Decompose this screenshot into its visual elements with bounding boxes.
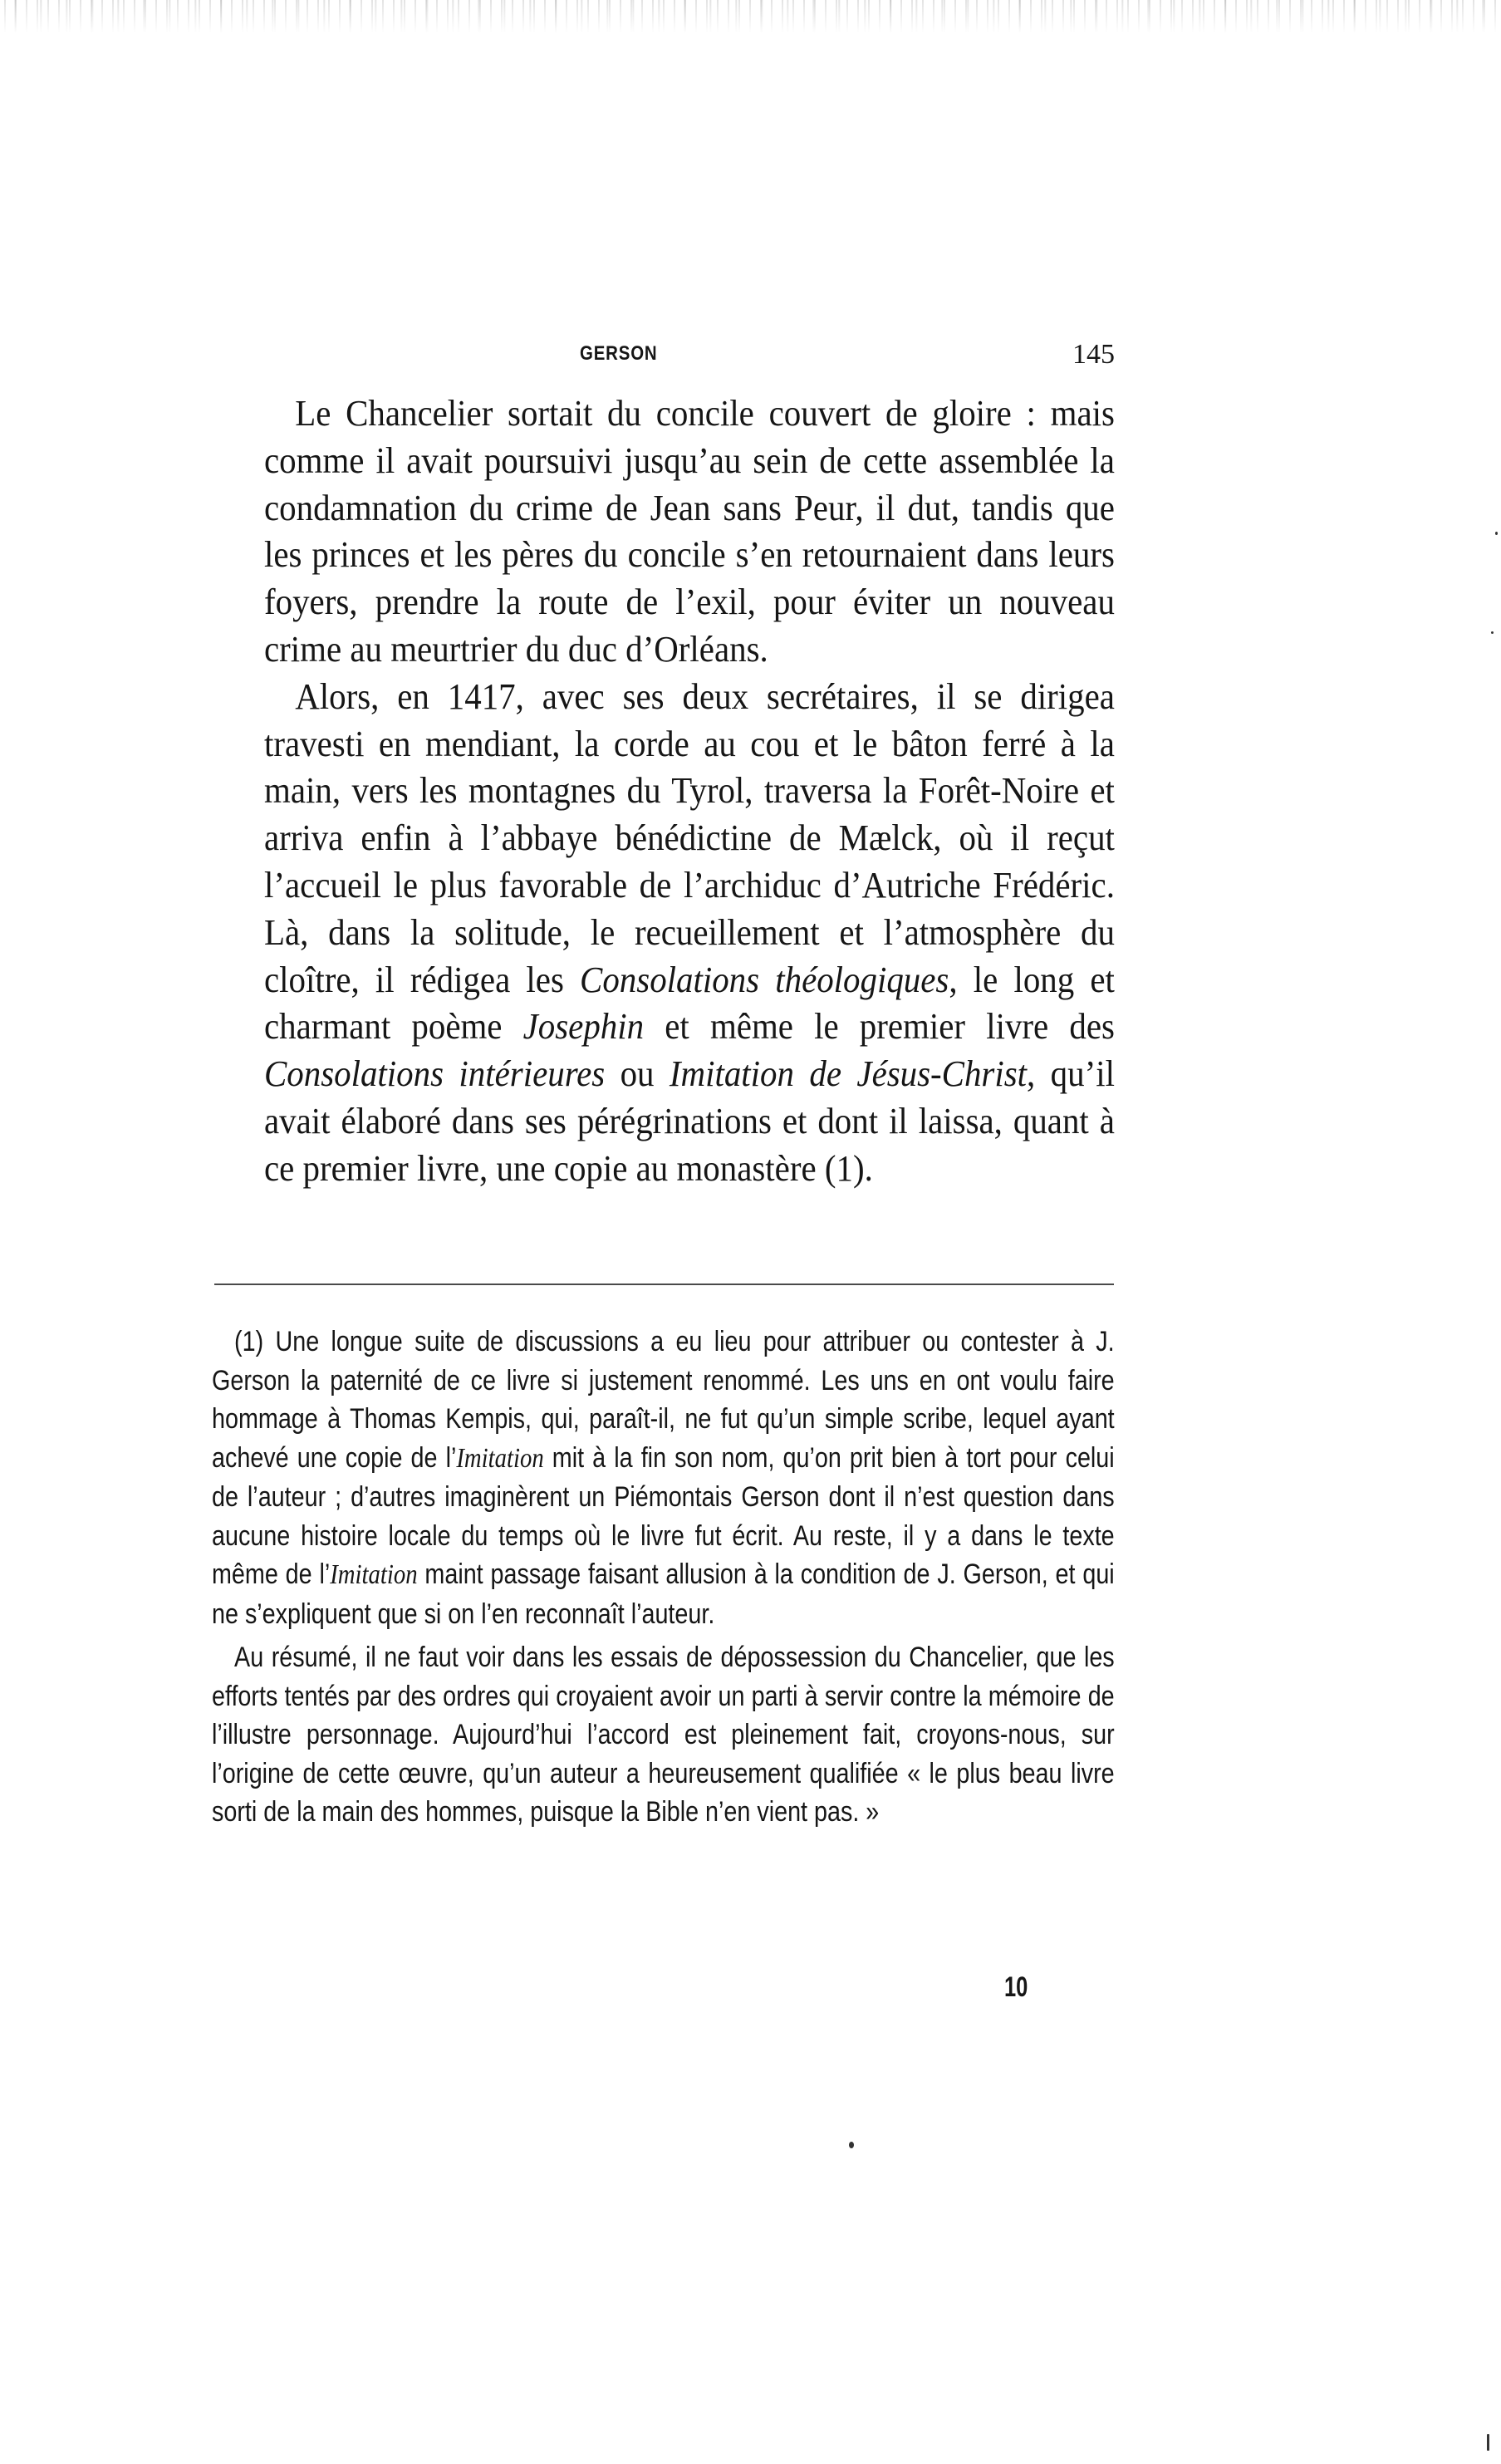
text-run: ou: [605, 1053, 670, 1095]
body-paragraph: [264, 674, 1115, 1193]
running-head: [264, 339, 1115, 375]
italic-title-text: Imitation: [456, 1442, 544, 1474]
text-run: et même le premier livre des: [644, 1006, 1115, 1048]
italic-title-text: Consolations intérieures: [264, 1053, 606, 1095]
page-number: 145: [1072, 339, 1115, 370]
scan-speck: [1495, 532, 1498, 535]
signature-mark: 10: [1004, 1971, 1028, 2003]
footnote-paragraph: [212, 1638, 1115, 1832]
text-run: Au résumé, il ne faut voir dans les essais de dépossession du Chancelier, que les efforts tentés par des ordres qui croyaient avoir un parti à servir contre la mémoire de l’illustre personnage. Aujourd’hui l’accord est pleinement fait, croyons-nous, sur l’origine de cette œuvre, qu’un auteur a heureusement qualifiée « le plus beau livre sorti de la main des hommes, puisque la Bible n’en vient pas. »: [212, 1642, 1115, 1828]
italic-title-text: Imitation de Jésus-Christ: [669, 1053, 1028, 1095]
italic-title-text: Imitation: [330, 1559, 418, 1590]
text-run: Le Chancelier sortait du concile couvert de gloire : mais comme il avait poursuivi jusqu’au sein de cette assemblée la condamnation du crime de Jean sans Peur, il dut, tandis que les princes et les pères du concile s’en retournaient dans leurs foyers, prendre la route de l’exil, pour éviter un nouveau crime au meurtrier du duc d’Orléans.: [264, 393, 1115, 670]
italic-title-text: Josephin: [522, 1006, 645, 1048]
main-text: [264, 390, 1115, 1193]
footnote-paragraph: [212, 1323, 1115, 1633]
footnote-separator-rule: [214, 1284, 1114, 1285]
body-paragraph: [264, 390, 1115, 674]
footnotes: [212, 1323, 1115, 1832]
running-title: GERSON: [580, 342, 658, 365]
scan-speck: [1487, 2434, 1489, 2451]
text-run: , qu’il avait élaboré dans ses pérégrinations et dont il laissa, quant à ce premier livre, une copie au monastère (1).: [264, 1053, 1115, 1189]
italic-title-text: Consolations théologiques: [580, 959, 949, 1000]
scan-speck: [1491, 631, 1494, 634]
text-run: Alors, en 1417, avec ses deux secrétaires, il se dirigea travesti en mendiant, la corde au cou et le bâton ferré à la main, vers les montagnes du Tyrol, traversa la Forêt-Noire et arriva enfin à l’abbaye bénédictine de Mælck, où il reçut l’accueil le plus favorable de l’archiduc d’Autriche Frédéric. Là, dans la solitude, le recueillement et l’atmosphère du cloître, il rédigea les: [264, 675, 1115, 1000]
text-run: maint passage faisant allusion à la condition de J. Gerson, et qui ne s’expliquent que si on l’en reconnaît l’auteur.: [212, 1558, 1115, 1630]
text-run: mit à la fin son nom, qu’on prit bien à tort pour celui de l’auteur ; d’autres imaginèrent un Piémontais Gerson dont il n’est question dans aucune histoire locale du temps où le livre fut écrit. Au reste, il y a dans le texte même de l’: [212, 1441, 1115, 1590]
text-run: (1) Une longue suite de discussions a eu lieu pour attribuer ou contester à J. Gerson la paternité de ce livre si justement renommé. Les uns en ont voulu faire hommage à Thomas Kempis, qui, paraît-il, ne fut qu’un simple scribe, lequel ayant achevé une copie de l’: [212, 1326, 1115, 1474]
scan-noise-band: [0, 0, 1501, 33]
text-run: , le long et charmant poème: [264, 959, 1115, 1048]
scan-speck: [849, 2142, 854, 2148]
